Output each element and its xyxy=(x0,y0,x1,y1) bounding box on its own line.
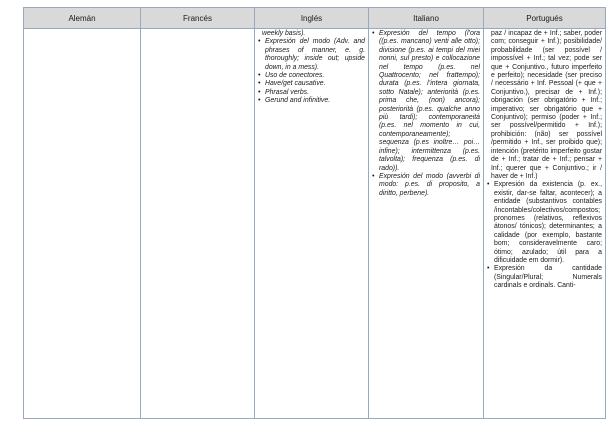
list-item: • Have/get causative. xyxy=(258,80,365,88)
header-ingles: Inglés xyxy=(255,8,369,29)
list-item: • Uso de conectores. xyxy=(258,72,365,80)
table-row xyxy=(24,29,606,419)
cell-aleman xyxy=(24,29,141,419)
cell-ingles xyxy=(255,29,369,419)
list-item: • Expresión del modo (Adv. and phrases of manner, e. g. thoroughly; inside out; upside down, in a mess). xyxy=(258,38,365,72)
ingles-list xyxy=(258,38,365,105)
list-item: • Gerund and infinitive. xyxy=(258,97,365,105)
list-item: • Expresión del modo (avverbi di modo: p.es. di proposito, a diritto, perbene). xyxy=(372,173,480,198)
italiano-list xyxy=(372,30,480,198)
list-item: • Phrasal verbs. xyxy=(258,89,365,97)
list-item: • Expresión da existencia (p. ex., existir, dar-se faltar, acontecer); a entidade (substantivos contables /incontables/colectivos/compostos; pronomes (relativos, reflexivos átonos/ tónicos); determinantes; a calidade (por exemplo, bastante bom; consideravelmente caro; ótimo; azulado; útil para a dificuidade em dormir). xyxy=(487,181,602,265)
header-frances: Francés xyxy=(141,8,255,29)
cell-portugues xyxy=(484,29,606,419)
list-item: • Expresión del tempo (l’ora ((p.es. mancano) venti alle otto); divisione (p.es. ai tempi del miei nonni, sul presto) e collocazione nel tempo (p.es. nel Quattrocento; nel frattempo); durata (p.es. l’intera giornata, sotto Natale); anteriorità (p.es. prima che, (non) ancora); posteriorità (p.es. qualche anno più tardi); contemporaneità (p.es. nel momento in cui, contemporaneamente); sequenza (p.es inoltre… poi… infine); intermittenza (p.es. talvolta); frequenza (p.es. di rado)). xyxy=(372,30,480,173)
header-italiano: Italiano xyxy=(369,8,484,29)
header-aleman: Alemán xyxy=(24,8,141,29)
portugues-list xyxy=(487,181,602,290)
cell-italiano xyxy=(369,29,484,419)
header-row xyxy=(24,8,606,29)
languages-table xyxy=(23,7,606,419)
cell-frances xyxy=(141,29,255,419)
header-portugues: Portugués xyxy=(484,8,606,29)
portugues-lead-text: paz / incapaz de + Inf.; saber, poder com; conseguir + Inf.); posibilidade/ probabilidade (ser possível / impossível + Inf.; tal vez; pode ser que + Conjuntivo., futuro imperfeito e perfeito); necesidade (ser preciso / necessário + Inf. Pessoal (+ que + Conjuntivo.), precisar de + Inf.); obrigación (ser obrigatório + Inf.; imperativo; ser obrigatório que + Conjuntivo); permiso (poder + Inf.; ser possível/permitido + Inf.); prohibición: (não) ser possível /permitido + Inf., ser proibido que); intención (pretérito imperfeito gostar de + Inf.; tratar de + Inf.; pensar + Inf.; querer que + Conjuntivo.; ir / haver de + Inf.) xyxy=(491,30,602,180)
list-item: • Expresión da cantidade (Singular/Plural; Numerals cardinals e ordinals. Canti- xyxy=(487,265,602,290)
ingles-lead-text: weekly basis). xyxy=(262,30,306,37)
